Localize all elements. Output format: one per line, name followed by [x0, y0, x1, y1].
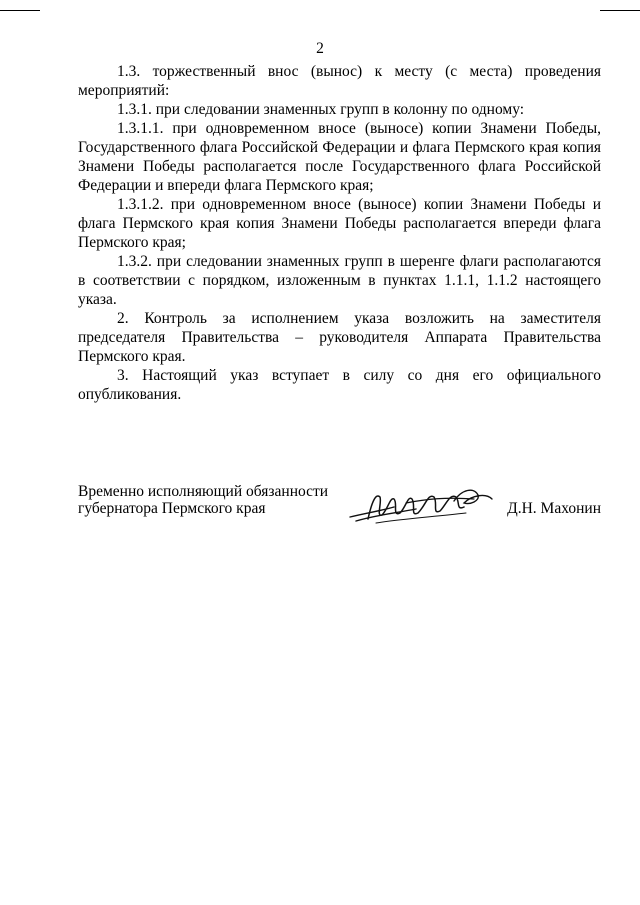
scan-edge-mark-right — [600, 10, 640, 11]
scan-edge-mark-left — [0, 10, 40, 11]
paragraph-3: 3. Настоящий указ вступает в силу со дня его официального опубликования. — [78, 367, 601, 403]
signatory-name: Д.Н. Махонин — [507, 500, 601, 517]
signatory-position — [78, 483, 348, 517]
paragraph-1-3-1: 1.3.1. при следовании знаменных групп в колонну по одному: — [117, 101, 525, 118]
paragraph-1-3: 1.3. торжественный внос (вынос) к месту (с места) проведения мероприятий: — [78, 63, 601, 99]
paragraph-1-3-1-1: 1.3.1.1. при одновременном вносе (выносе) копии Знамени Победы, Государственного флага Российской Федерации и флага Пермского края копия Знамени Победы располагается после Государственного флага Российской Федерации и впереди флага Пермского края; — [78, 120, 601, 194]
signatory-position-line-2: губернатора Пермского края — [78, 500, 266, 517]
signature-block — [78, 483, 601, 533]
page-number: 2 — [316, 40, 324, 57]
document-body — [78, 62, 601, 404]
paragraph-1-3-2: 1.3.2. при следовании знаменных групп в шеренге флаги располагаются в соответствии с порядком, изложенным в пунктах 1.1.1, 1.1.2 настоящего указа. — [78, 253, 601, 308]
handwritten-signature — [346, 483, 496, 531]
paragraph-1-3-1-2: 1.3.1.2. при одновременном вносе (выносе) копии Знамени Победы и флага Пермского края копия Знамени Победы располагается впереди флага Пермского края; — [78, 196, 601, 251]
signatory-position-line-1: Временно исполняющий обязанности — [78, 483, 329, 500]
paragraph-2: 2. Контроль за исполнением указа возложить на заместителя председателя Правительства – руководителя Аппарата Правительства Пермского края. — [78, 310, 601, 365]
